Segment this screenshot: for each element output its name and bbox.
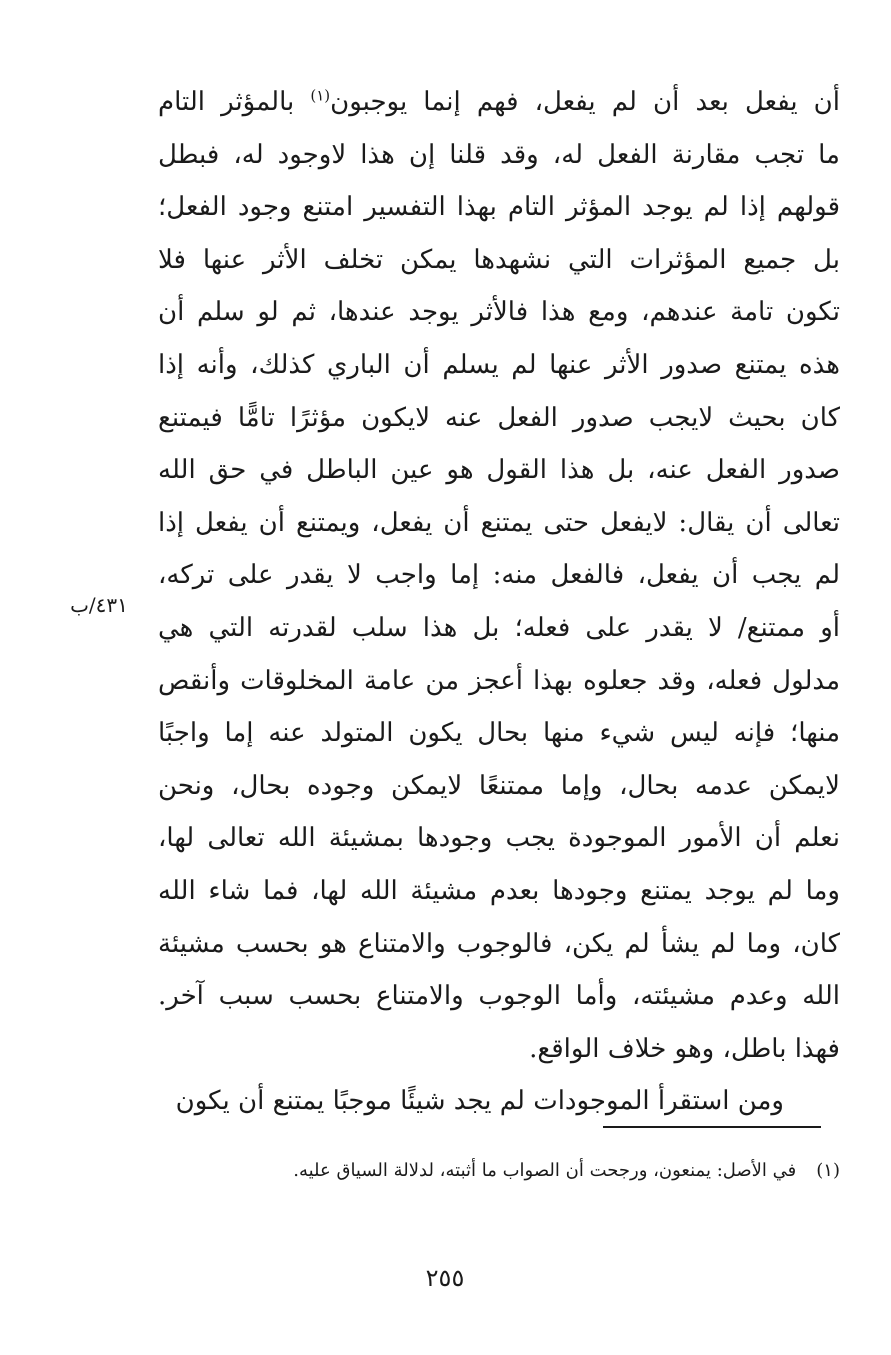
text-line-1-tail: بالمؤثر التام [158,87,311,117]
footnote-text: في الأصل: يمنعون، ورجحت أن الصواب ما أثبته، لدلالة السياق عليه. [293,1160,797,1181]
text-line-5: تكون تامة عندهم، ومع هذا فالأثر يوجد عندها، ثم لو سلم أن [158,297,840,328]
text-line-16: وما لم يوجد يمتنع وجودها بعدم مشيئة الله لها، فما شاء الله [158,875,840,906]
text-line-19: فهذا باطل، وهو خلاف الواقع. [529,1033,840,1064]
footnote-number: (١) [816,1160,840,1181]
text-line-15: نعلم أن الأمور الموجودة يجب وجودها بمشيئة الله تعالى لها، [158,823,840,854]
text-line-1 [158,76,840,129]
text-line-17: كان، وما لم يشأ لم يكن، فالوجوب والامتناع هو بحسب مشيئة [158,928,840,959]
manuscript-folio-note: ٤٣١/ب [70,593,128,617]
text-line-10: لم يجب أن يفعل، فالفعل منه: إما واجب لا يقدر على تركه، [158,560,840,591]
main-text-block [158,76,840,1128]
text-line-20: ومن استقرأ الموجودات لم يجد شيئًا موجبًا يمتنع أن يكون [175,1086,784,1117]
page-number: ٢٥٥ [425,1264,465,1292]
footnote-marker[interactable]: (١) [310,86,331,105]
text-line-9: تعالى أن يقال: لايفعل حتى يمتنع أن يفعل، ويمتنع أن يفعل إذا [158,507,840,538]
text-line-18: الله وعدم مشيئته، وأما الوجوب والامتناع بحسب سبب آخر. [158,981,840,1012]
text-line-4: بل جميع المؤثرات التي نشهدها يمكن تخلف الأثر عنها فلا [158,244,840,275]
text-line-3: قولهم إذا لم يوجد المؤثر التام بهذا التفسير امتنع وجود الفعل؛ [158,192,840,223]
text-line-8: صدور الفعل عنه، بل هذا القول هو عين الباطل في حق الله [158,455,840,486]
text-line-11: أو ممتنع/ لا يقدر على فعله؛ بل هذا سلب لقدرته التي هي [158,612,840,643]
footnote [170,1155,840,1187]
text-line-13: منها؛ فإنه ليس شيء منها بحال يكون المتولد عنه إما واجبًا [158,718,840,749]
text-line-12: مدلول فعله، وقد جعلوه بهذا أعجز من عامة المخلوقات وأنقص [158,665,840,696]
text-line-14: لايمكن عدمه بحال، وإما ممتنعًا لايمكن وجوده بحال، ونحن [158,770,840,801]
text-line-6: هذه يمتنع صدور الأثر عنها لم يسلم أن الباري كذلك، وأنه إذا [158,349,840,380]
footnote-divider [603,1126,821,1128]
text-line-2: ما تجب مقارنة الفعل له، وقد قلنا إن هذا لاوجود له، فبطل [158,139,840,170]
text-line-7: كان بحيث لايجب صدور الفعل عنه لايكون مؤثرًا تامًّا فيمتنع [158,402,840,433]
text-line-1-head: أن يفعل بعد أن لم يفعل، فهم إنما يوجبون [330,87,840,117]
